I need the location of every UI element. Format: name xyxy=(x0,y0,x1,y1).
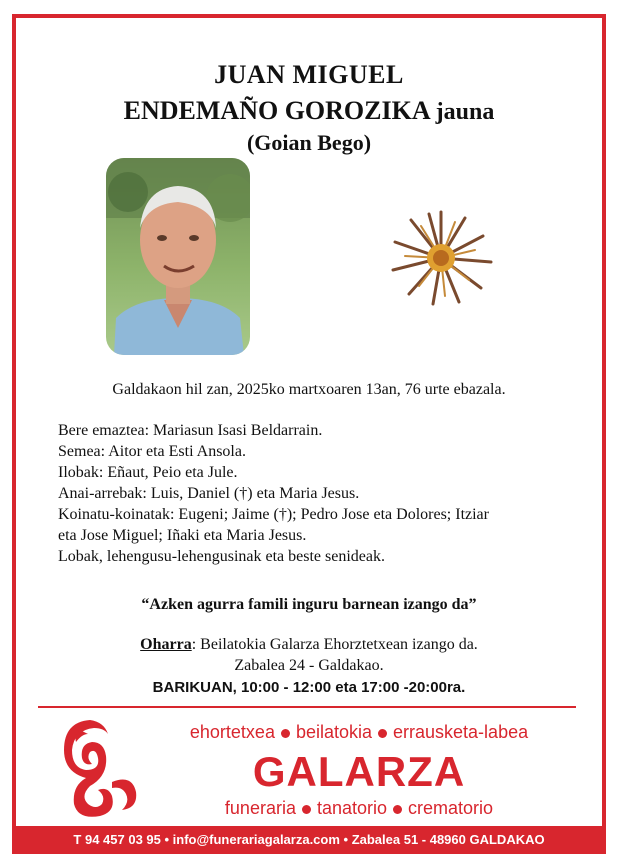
death-notice: Galdakaon hil zan, 2025ko martxoaren 13an, 76 urte ebazala. xyxy=(112,381,506,398)
bullet-icon xyxy=(378,729,387,738)
service-item: errausketa-labea xyxy=(393,722,529,742)
relatives-line: Koinatu-koinatak: Eugeni; Jaime (†); Pedro Jose eta Dolores; Itziar xyxy=(58,506,489,523)
deceased-nickname: (Goian Bego) xyxy=(246,130,372,155)
bullet-icon xyxy=(281,729,290,738)
relatives-line: Anai-arrebak: Luis, Daniel (†) eta Maria Jesus. xyxy=(58,485,360,502)
deceased-surnames-line xyxy=(16,96,602,126)
note-text: : Beilatokia Galarza Ehorztetxean izango da. xyxy=(191,636,478,653)
relatives-list xyxy=(58,420,568,567)
relatives-line: Ilobak: Eñaut, Peio eta Jule. xyxy=(58,464,238,481)
bullet-icon xyxy=(393,805,402,814)
farewell-quote: “Azken agurra famili inguru barnean izango da” xyxy=(141,596,477,613)
honorific: jauna xyxy=(435,99,495,125)
relatives-line: Semea: Aitor eta Esti Ansola. xyxy=(58,443,246,460)
wake-note xyxy=(16,634,602,676)
service-item: beilatokia xyxy=(295,722,373,742)
relatives-line: Lobak, lehengusu-lehengusinak eta beste senideak. xyxy=(58,548,385,565)
note-address: Zabalea 24 - Galdakao. xyxy=(234,657,384,674)
galarza-logo-icon xyxy=(50,712,140,822)
obituary-card xyxy=(12,14,606,850)
service-item: ehortetxea xyxy=(189,722,275,742)
service-item: tanatorio xyxy=(316,798,388,818)
contact-footer: T 94 457 03 95 • info@funerariagalarza.com • Zabalea 51 - 48960 GALDAKAO xyxy=(12,826,606,854)
deceased-photo xyxy=(106,158,250,355)
deceased-surnames: ENDEMAÑO GOROZIKA xyxy=(123,96,430,125)
wake-note-line xyxy=(16,634,602,655)
service-item: funeraria xyxy=(224,798,296,818)
flower-emblem xyxy=(386,208,496,308)
relatives-line: eta Jose Miguel; Iñaki eta Maria Jesus. xyxy=(58,527,307,544)
relatives-line: Bere emaztea: Mariasun Isasi Beldarrain. xyxy=(58,422,323,439)
service-item: crematorio xyxy=(408,798,494,818)
note-hours: BARIKUAN, 10:00 - 12:00 eta 17:00 -20:00ra. xyxy=(152,679,466,696)
services-spanish xyxy=(144,798,574,819)
divider xyxy=(38,706,576,708)
deceased-first-names: JUAN MIGUEL xyxy=(214,60,404,89)
services-basque xyxy=(144,722,574,743)
bullet-icon xyxy=(302,805,311,814)
brand-name: GALARZA xyxy=(252,748,466,795)
note-label: Oharra xyxy=(140,636,192,653)
